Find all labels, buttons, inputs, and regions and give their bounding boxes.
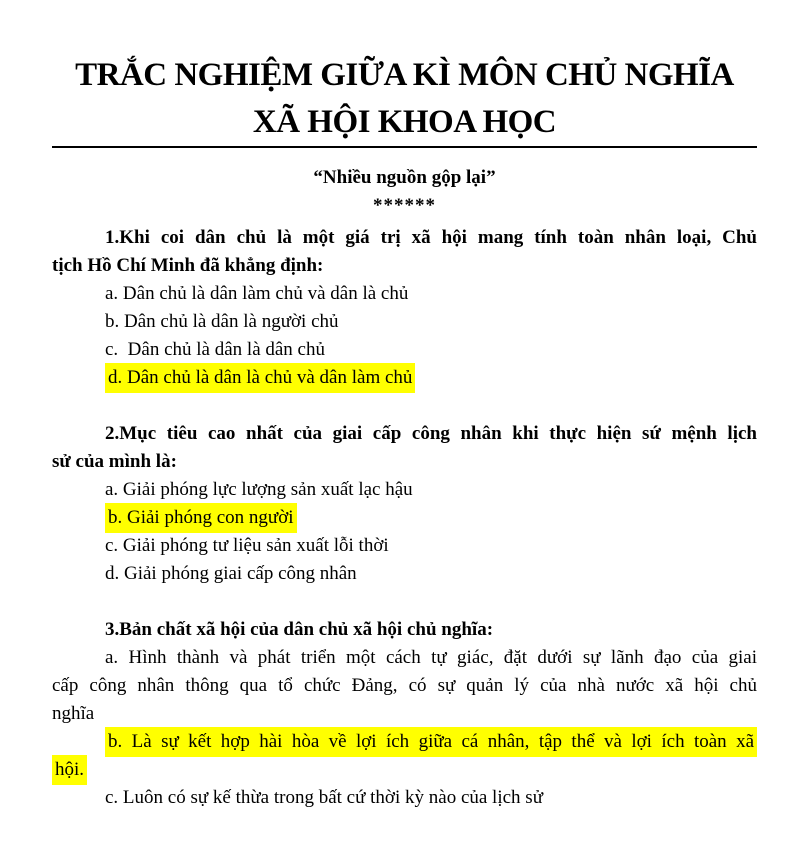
question-3	[52, 616, 757, 812]
option-text: c. Dân chủ là dân là dân chủ	[105, 339, 325, 360]
document-title	[52, 52, 757, 146]
title-divider	[52, 146, 757, 148]
question-2-option-d	[52, 560, 757, 588]
document-subtitle: “Nhiều nguồn gộp lại”	[313, 167, 496, 188]
option-text: b. Dân chủ là dân là người chủ	[105, 311, 339, 332]
question-2-heading	[52, 420, 757, 476]
question-2-option-c	[52, 532, 757, 560]
question-1-option-b	[52, 308, 757, 336]
question-1-heading-line-2: tịch Hồ Chí Minh đã khẳng định:	[52, 255, 324, 276]
question-3-option-a	[52, 644, 757, 728]
option-text: a. Hình thành và phát triển một cách tự giác, đặt dưới sự lãnh đạo của giai	[105, 647, 757, 668]
option-text-highlighted: d. Dân chủ là dân là chủ và dân làm chủ	[105, 363, 415, 393]
question-3-heading-line-1: 3.Bản chất xã hội của dân chủ xã hội chủ nghĩa:	[105, 619, 494, 640]
option-text-highlighted: hội.	[52, 755, 87, 785]
question-1	[52, 224, 757, 392]
question-1-option-d	[52, 364, 757, 392]
question-1-option-a	[52, 280, 757, 308]
document-page	[0, 52, 809, 812]
question-1-heading	[52, 224, 757, 280]
document-title-line-2: XÃ HỘI KHOA HỌC	[252, 104, 557, 140]
option-text: nghĩa	[52, 703, 95, 724]
option-text: c. Luôn có sự kế thừa trong bất cứ thời kỳ nào của lịch sử	[105, 787, 543, 808]
stars-separator: ******	[373, 195, 436, 216]
question-2-option-b	[52, 504, 757, 532]
option-text: a. Giải phóng lực lượng sản xuất lạc hậu	[105, 479, 413, 500]
question-1-heading-line-1: 1.Khi coi dân chủ là một giá trị xã hội mang tính toàn nhân loại, Chủ	[105, 227, 757, 248]
option-text-highlighted: b. Giải phóng con người	[105, 503, 297, 533]
document-title-line-1: TRẮC NGHIỆM GIỮA KÌ MÔN CHỦ NGHĨA	[75, 57, 734, 93]
option-text: d. Giải phóng giai cấp công nhân	[105, 563, 357, 584]
option-text: c. Giải phóng tư liệu sản xuất lỗi thời	[105, 535, 389, 556]
option-text-highlighted: b. Là sự kết hợp hài hòa về lợi ích giữa cá nhân, tập thể và lợi ích toàn xã	[105, 727, 757, 757]
question-3-option-c	[52, 784, 757, 812]
question-2	[52, 420, 757, 588]
option-text: cấp công nhân thông qua tổ chức Đảng, có sự quản lý của nhà nước xã hội chủ	[52, 675, 757, 696]
question-3-heading	[52, 616, 757, 644]
question-2-heading-line-2: sử của mình là:	[52, 451, 177, 472]
option-text: a. Dân chủ là dân làm chủ và dân là chủ	[105, 283, 409, 304]
question-2-option-a	[52, 476, 757, 504]
question-3-option-b	[52, 728, 757, 784]
question-1-option-c	[52, 336, 757, 364]
question-2-heading-line-1: 2.Mục tiêu cao nhất của giai cấp công nhân khi thực hiện sứ mệnh lịch	[105, 423, 757, 444]
